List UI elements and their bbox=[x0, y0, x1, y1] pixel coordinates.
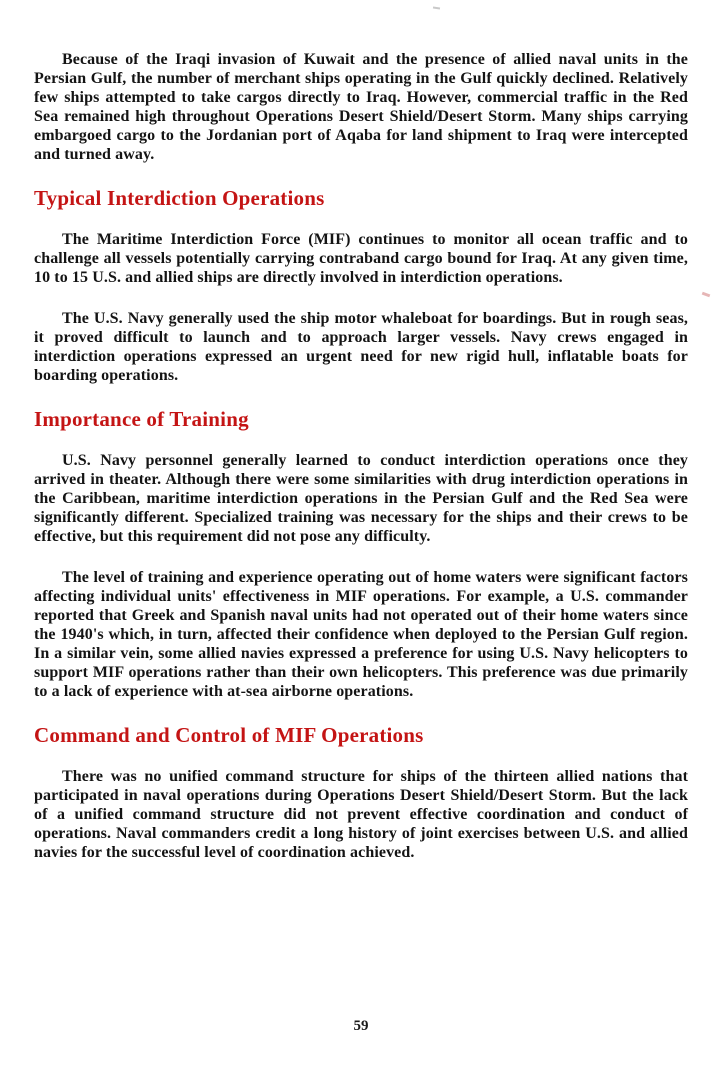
paragraph-mif-monitoring: The Maritime Interdiction Force (MIF) continues to monitor all ocean traffic and to challenge all vessels potentially carrying contraband cargo bound for Iraq. At any given time, 10 to 15 U.S. and allied ships are directly involved in interdiction operations. bbox=[34, 231, 688, 286]
scan-speck-top bbox=[433, 7, 440, 10]
paragraph-training-in-theater: U.S. Navy personnel generally learned to conduct interdiction operations once they arrived in theater. Although there were some similarities with drug interdiction operations in the Caribbean, maritime interdiction operations in the Persian Gulf and the Red Sea were significantly different. Specialized training was necessary for the ships and their crews to be effective, but this requirement did not pose any difficulty. bbox=[34, 452, 688, 545]
page-number: 59 bbox=[353, 1018, 369, 1034]
paragraph-intro-merchant-shipping: Because of the Iraqi invasion of Kuwait and the presence of allied naval units in the Persian Gulf, the number of merchant ships operating in the Gulf quickly declined. Relatively few ships attempted to take cargos directly to Iraq. However, commercial traffic in the Red Sea remained high throughout Operations Desert Shield/Desert Storm. Many ships carrying embargoed cargo to the Jordanian port of Aqaba for land shipment to Iraq were intercepted and turned away. bbox=[34, 51, 688, 163]
paragraph-home-waters-experience: The level of training and experience operating out of home waters were significant factors affecting individual units' effectiveness in MIF operations. For example, a U.S. commander reported that Greek and Spanish naval units had not operated out of their home waters since the 1940's which, in turn, affected their confidence when deployed to the Persian Gulf region. In a similar vein, some allied navies expressed a preference for using U.S. Navy helicopters to support MIF operations rather than their own helicopters. This preference was due primarily to a lack of experience with at-sea airborne operations. bbox=[34, 569, 688, 700]
paragraph-no-unified-command: There was no unified command structure for ships of the thirteen allied nations that participated in naval operations during Operations Desert Shield/Desert Storm. But the lack of a unified command structure did not prevent effective coordination and conduct of operations. Naval commanders credit a long history of joint exercises between U.S. and allied navies for the successful level of coordination achieved. bbox=[34, 768, 688, 861]
heading-command-and-control-of-mif-operations: Command and Control of MIF Operations bbox=[34, 723, 424, 747]
heading-typical-interdiction-operations: Typical Interdiction Operations bbox=[34, 186, 325, 210]
heading-importance-of-training: Importance of Training bbox=[34, 407, 249, 431]
scan-speck-right bbox=[702, 292, 711, 298]
paragraph-whaleboat-boardings: The U.S. Navy generally used the ship motor whaleboat for boardings. But in rough seas, it proved difficult to launch and to approach larger vessels. Navy crews engaged in interdiction operations expressed an urgent need for new rigid hull, inflatable boats for boarding operations. bbox=[34, 310, 688, 384]
page-content bbox=[34, 50, 688, 884]
